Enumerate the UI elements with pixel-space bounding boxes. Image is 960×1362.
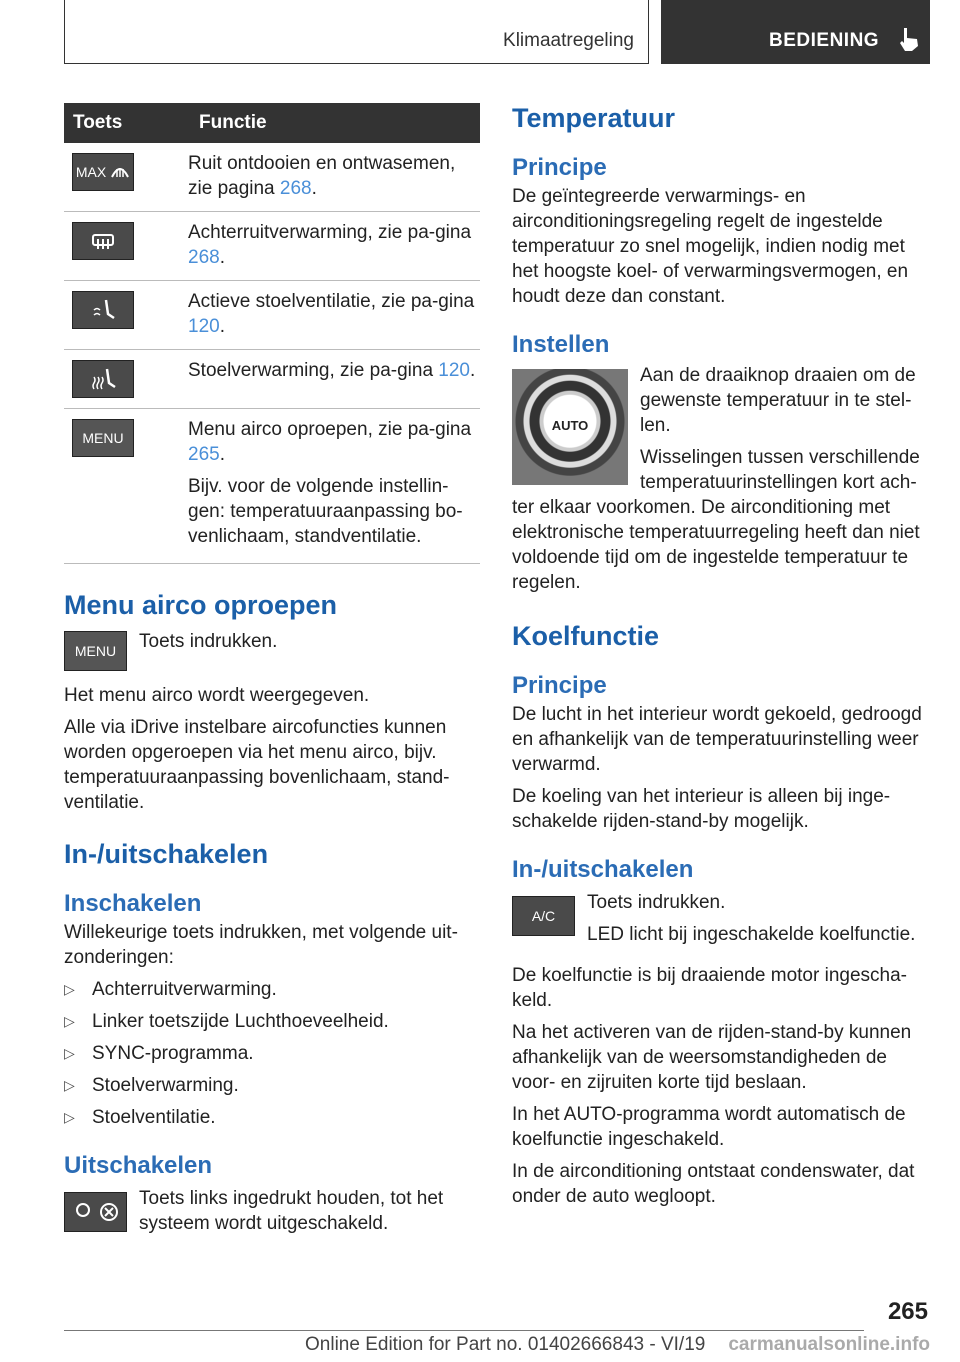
hand-pointer-icon: [898, 26, 920, 52]
table-cell-function: Achterruitverwarming, zie pa-gina 268.: [188, 212, 480, 281]
instruction-text: Toets indrukken.: [587, 892, 726, 913]
instruction-text: Toets links ingedrukt houden, tot het systeem wordt uitgeschakeld.: [139, 1188, 444, 1234]
page-link[interactable]: 120: [188, 316, 220, 337]
section-heading: In-/uitschakelen: [64, 839, 269, 869]
table-cell-function: Ruit ontdooien en ontwasemen, zie pagina 268.: [188, 143, 480, 212]
page-header: [64, 0, 930, 64]
subsection-heading: In-/uitschakelen: [512, 856, 694, 883]
watermark: carmanualsonline.info: [728, 1334, 930, 1355]
col-header-key: Toets: [64, 103, 188, 143]
instruction-text: Aan de draaiknop draaien om de gewenste temperatuur in te stel-len.: [640, 365, 916, 436]
key-function-table: [64, 103, 480, 564]
paragraph: Alle via iDrive instelbare aircofuncties kunnen worden opgeroepen via het menu airco, bijv. temperatuuraanpassing bovenlichaam, stand-ventilatie.: [64, 717, 450, 813]
table-row: [64, 409, 480, 564]
ac-key-icon: A/C: [512, 896, 575, 936]
table-cell-function: Actieve stoelventilatie, zie pa-gina 120.: [188, 281, 480, 350]
table-row: [64, 281, 480, 350]
table-row: [64, 143, 480, 212]
paragraph: Wisselingen tussen verschillende temperatuurinstellingen kort ach-ter elkaar voorkomen. De airconditioning met elektronische temperatuurregeling heeft dan niet voldoende tijd om de ingestelde temperatuur te regelen.: [512, 447, 920, 593]
list-item: ▷ Stoelventilatie.: [64, 1105, 480, 1130]
table-cell-function: Stoelverwarming, zie pa-gina 120.: [188, 350, 480, 409]
section-title: Klimaatregeling: [503, 30, 634, 51]
menu-key-icon: MENU: [64, 631, 127, 671]
page-link[interactable]: 268: [279, 178, 312, 199]
list-item: ▷ Achterruitverwarming.: [64, 977, 480, 1002]
instruction-text: Toets indrukken.: [139, 631, 278, 652]
paragraph: De geïntegreerde verwarmings- en airconditioningsregeling regelt de ingestelde temperatuur zo snel mogelijk, indien nodig met het hoogste koel- of verwarmingsvermogen, en houdt deze dan constant.: [512, 186, 909, 307]
list-item: ▷ SYNC-programma.: [64, 1041, 480, 1066]
paragraph: De lucht in het interieur wordt gekoeld, gedroogd en afhankelijk van de temperatuurinstelling weer verwarmd.: [512, 704, 922, 775]
footer-divider: [64, 1330, 864, 1331]
table-row: [64, 212, 480, 281]
left-column: [64, 103, 480, 1236]
subsection-heading: Principe: [512, 154, 607, 181]
right-column: [512, 103, 930, 1209]
paragraph: De koelfunctie is bij draaiende motor ingescha-keld.: [512, 965, 907, 1011]
paragraph: In het AUTO-programma wordt automatisch de koelfunctie ingeschakeld.: [512, 1104, 906, 1150]
chapter-title: BEDIENING: [769, 30, 880, 51]
chapter-tab: [661, 0, 930, 64]
footer-edition: Online Edition for Part no. 01402666843 - VI/19: [305, 1334, 706, 1355]
subsection-heading: Instellen: [512, 331, 610, 358]
section-heading: Temperatuur: [512, 103, 676, 133]
subsection-heading: Principe: [512, 672, 607, 699]
paragraph: De koeling van het interieur is alleen bij inge-schakelde rijden-stand-by mogelijk.: [512, 786, 891, 832]
fan-off-icon: [64, 1192, 127, 1232]
subsection-heading: Inschakelen: [64, 890, 202, 917]
list-item: ▷ Stoelverwarming.: [64, 1073, 480, 1098]
paragraph: Willekeurige toets indrukken, met volgende uit-zonderingen:: [64, 922, 458, 968]
section-heading: Koelfunctie: [512, 621, 660, 651]
seat-heating-icon: [72, 360, 134, 398]
menu-key-icon: MENU: [72, 419, 134, 457]
paragraph: Na het activeren van de rijden-stand-by kunnen afhankelijk van de weersomstandigheden de voor- en zijruiten korte tijd beslaan.: [512, 1022, 912, 1093]
page-link[interactable]: 120: [438, 360, 470, 381]
list-item: ▷ Linker toetszijde Luchthoeveelheid.: [64, 1009, 480, 1034]
section-heading: Menu airco oproepen: [64, 590, 338, 620]
max-defrost-icon: MAX: [72, 153, 134, 191]
section-tab: [64, 0, 649, 64]
page-link[interactable]: 268: [188, 247, 220, 268]
rear-defrost-icon: [72, 222, 134, 260]
paragraph: Het menu airco wordt weergegeven.: [64, 685, 370, 706]
page-link[interactable]: 265: [188, 444, 220, 465]
led-text: LED licht bij ingeschakelde koelfunctie.: [587, 924, 916, 945]
subsection-heading: Uitschakelen: [64, 1152, 213, 1179]
exception-list: [64, 977, 480, 1130]
table-row: [64, 350, 480, 409]
paragraph: In de airconditioning ontstaat condenswater, dat onder de auto wegloopt.: [512, 1161, 915, 1207]
page-number: 265: [887, 1298, 928, 1325]
table-cell-function: Menu airco oproepen, zie pa-gina 265. Bijv. voor de volgende instellin-gen: temperatuuraanpassing bo-venlichaam, standventilatie.: [188, 409, 480, 564]
col-header-function: Functie: [188, 103, 480, 143]
seat-ventilation-icon: [72, 291, 134, 329]
temperature-knob-image: AUTO: [512, 369, 628, 485]
